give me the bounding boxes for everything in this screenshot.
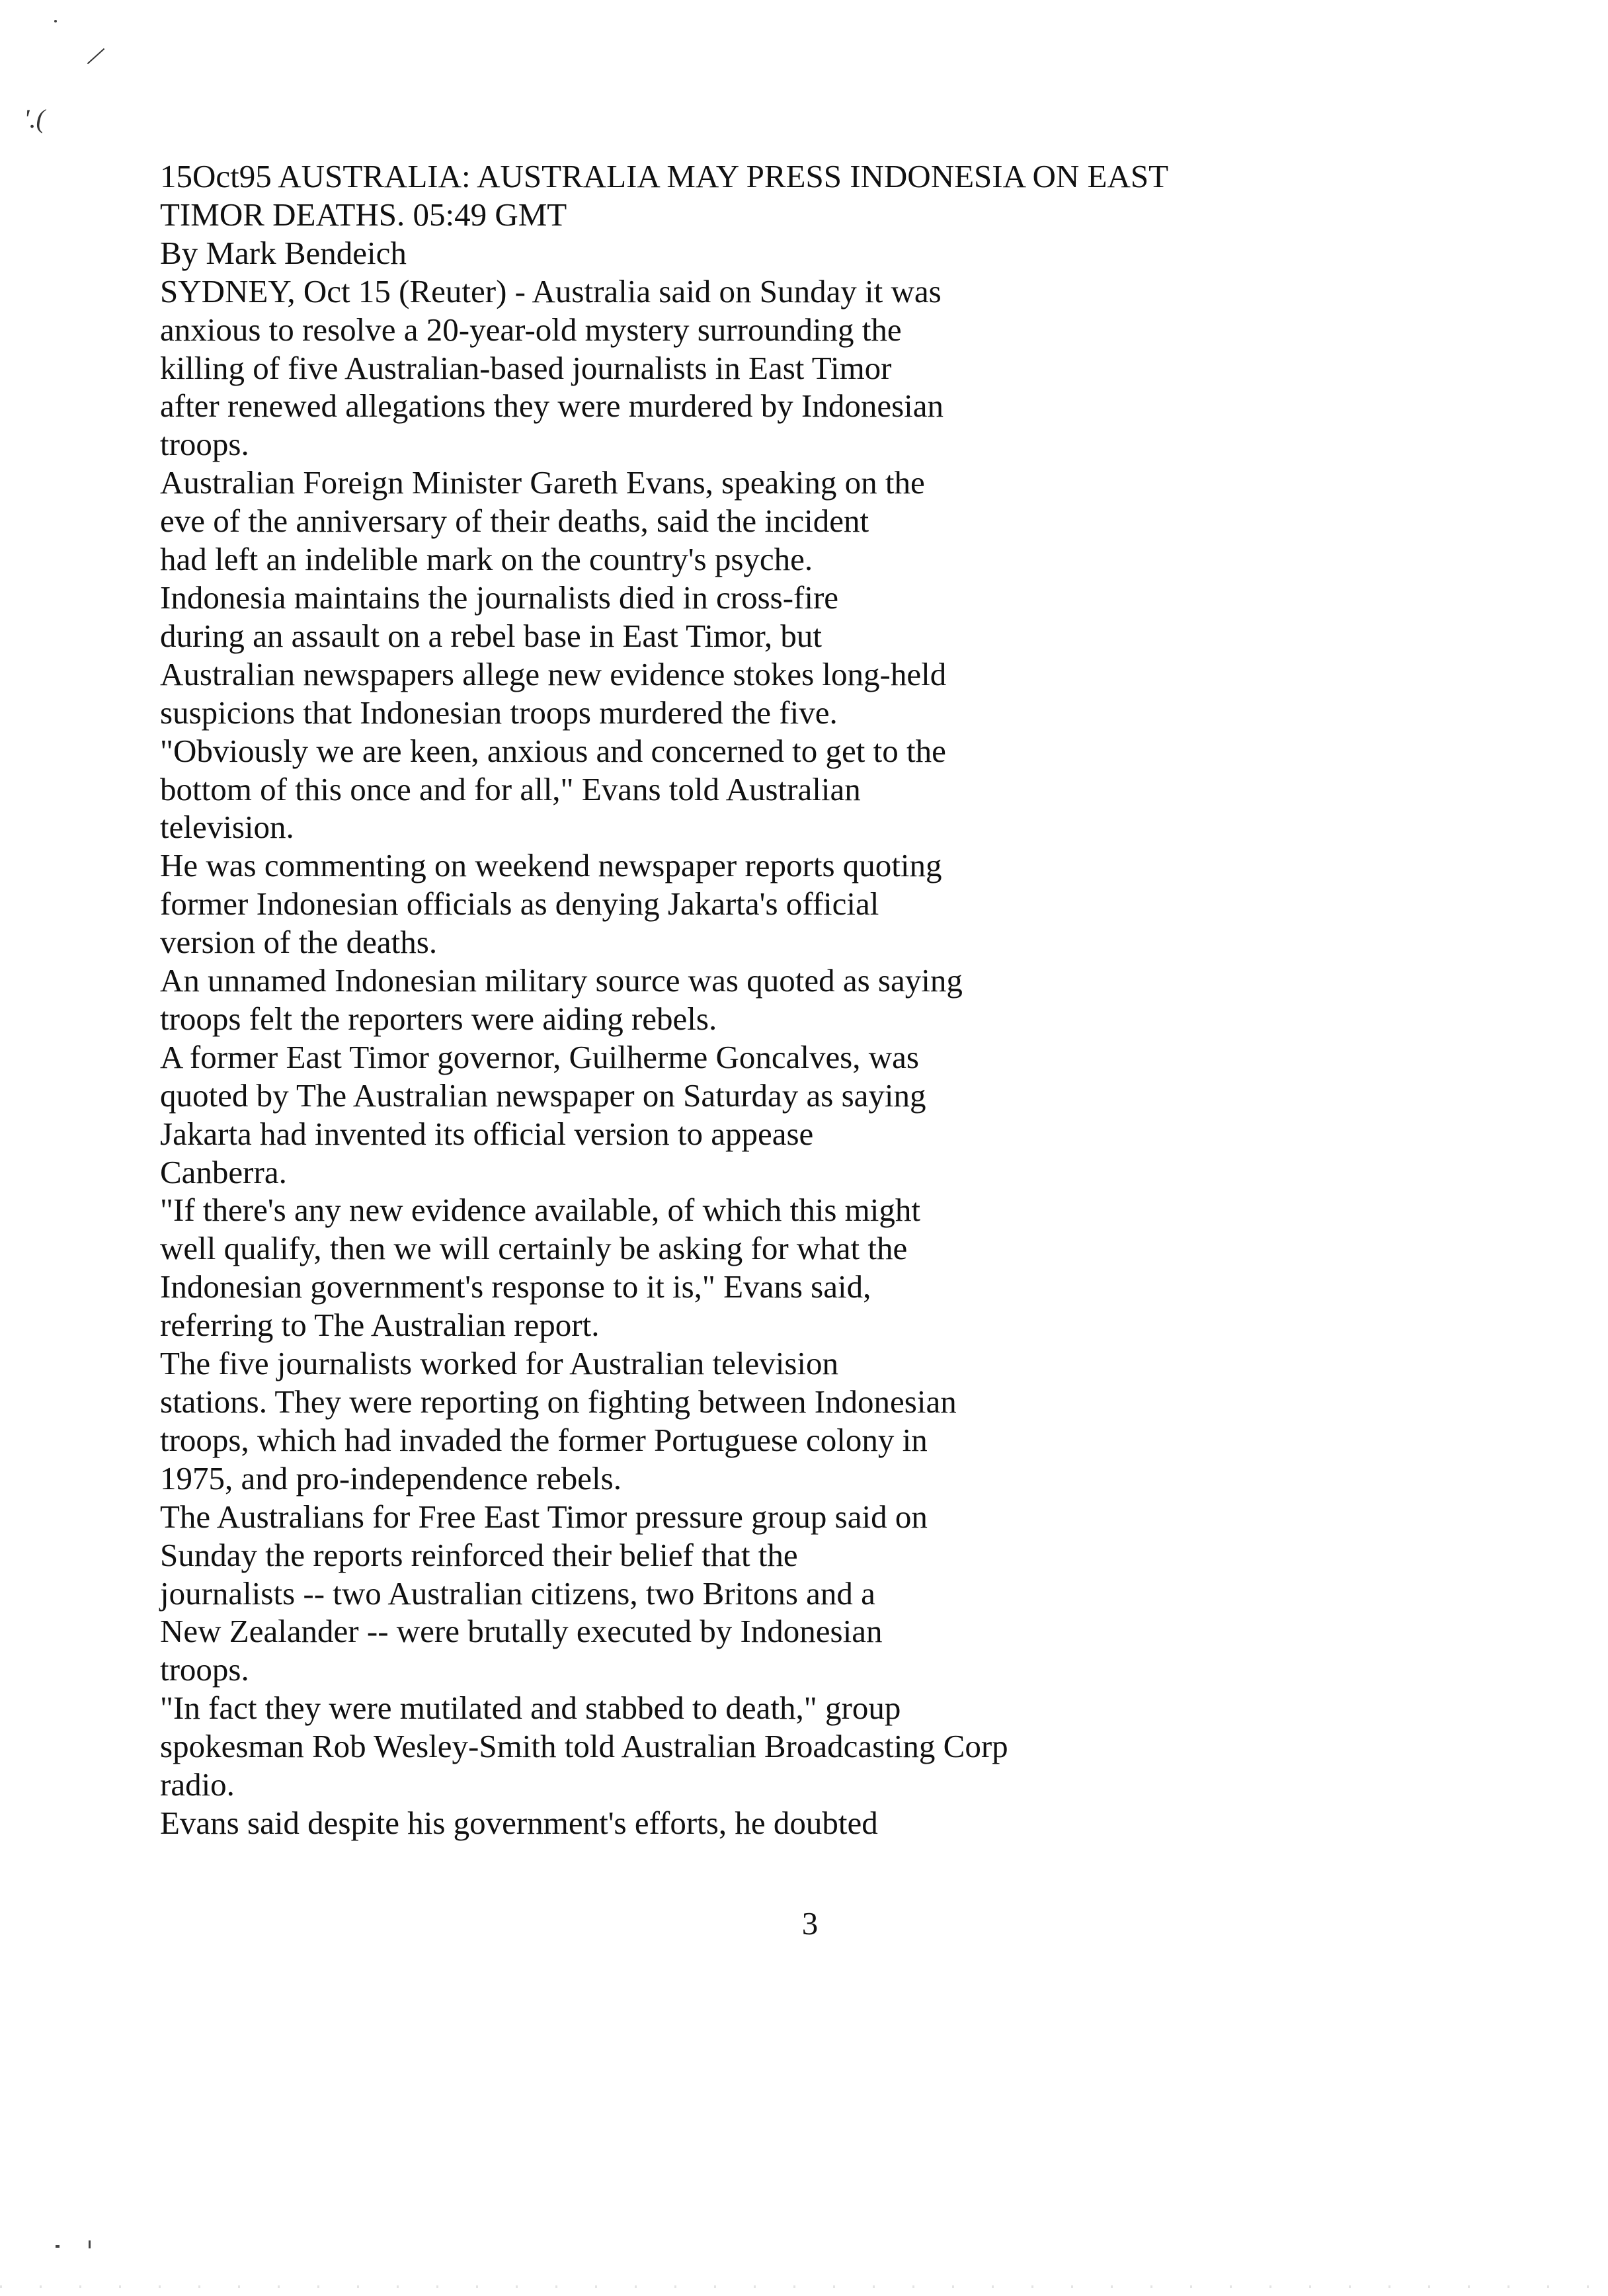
text-line: The five journalists worked for Australian television: [160, 1345, 839, 1382]
text-line: troops.: [160, 426, 249, 463]
text-line: quoted by The Australian newspaper on Saturday as saying: [160, 1077, 926, 1114]
text-line: SYDNEY, Oct 15 (Reuter) - Australia said on Sunday it was: [160, 272, 942, 309]
text-line: journalists -- two Australian citizens, two Britons and a: [160, 1575, 875, 1612]
text-line: An unnamed Indonesian military source was quoted as saying: [160, 962, 963, 999]
text-line: well qualify, then we will certainly be asking for what the: [160, 1230, 908, 1267]
scan-speck: [54, 20, 57, 22]
text-line: Jakarta had invented its official version to appease: [160, 1115, 814, 1152]
text-line: Australian newspapers allege new evidence stokes long-held: [160, 655, 947, 692]
byline: By Mark Bendeich: [160, 234, 407, 271]
article-body: [160, 157, 1416, 1842]
text-line: radio.: [160, 1766, 235, 1803]
text-line: troops.: [160, 1651, 249, 1688]
text-line: bottom of this once and for all," Evans told Australian: [160, 770, 861, 807]
scan-edge-noise: [0, 2285, 1608, 2288]
text-line: anxious to resolve a 20-year-old mystery surrounding the: [160, 311, 902, 348]
text-line: eve of the anniversary of their deaths, said the incident: [160, 503, 869, 540]
text-line: Indonesian government's response to it is," Evans said,: [160, 1268, 871, 1305]
text-line: 1975, and pro-independence rebels.: [160, 1459, 622, 1496]
text-line: had left an indelible mark on the country's psyche.: [160, 541, 813, 578]
text-line: "If there's any new evidence available, of which this might: [160, 1192, 920, 1229]
scan-speck: [89, 2240, 91, 2248]
text-line: television.: [160, 809, 294, 846]
scan-speck: [56, 2245, 60, 2248]
pen-mark: [87, 48, 105, 64]
text-line: referring to The Australian report.: [160, 1307, 600, 1344]
text-line: "In fact they were mutilated and stabbed to death," group: [160, 1690, 901, 1727]
text-line: during an assault on a rebel base in East Timor, but: [160, 617, 823, 654]
text-line: New Zealander -- were brutally executed by Indonesian: [160, 1613, 883, 1650]
text-line: spokesman Rob Wesley-Smith told Australian Broadcasting Corp: [160, 1728, 1008, 1765]
text-line: killing of five Australian-based journalists in East Timor: [160, 349, 892, 386]
text-line: after renewed allegations they were murdered by Indonesian: [160, 388, 944, 425]
text-line: A former East Timor governor, Guilherme Goncalves, was: [160, 1038, 919, 1075]
text-line: The Australians for Free East Timor pressure group said on: [160, 1498, 928, 1535]
headline-line-1: 15Oct95 AUSTRALIA: AUSTRALIA MAY PRESS INDONESIA ON EAST: [160, 158, 1169, 194]
text-line: version of the deaths.: [160, 924, 438, 961]
text-line: suspicions that Indonesian troops murdered the five.: [160, 694, 838, 731]
text-line: former Indonesian officials as denying Jakarta's official: [160, 885, 879, 922]
text-line: stations. They were reporting on fighting between Indonesian: [160, 1383, 957, 1420]
text-line: Evans said despite his government's efforts, he doubted: [160, 1804, 878, 1841]
text-line: He was commenting on weekend newspaper reports quoting: [160, 847, 942, 884]
text-line: troops, which had invaded the former Portuguese colony in: [160, 1421, 928, 1458]
text-line: "Obviously we are keen, anxious and concerned to get to the: [160, 732, 946, 769]
headline-line-2: TIMOR DEATHS. 05:49 GMT: [160, 196, 567, 233]
text-line: Indonesia maintains the journalists died in cross-fire: [160, 579, 839, 616]
text-line: Sunday the reports reinforced their belief that the: [160, 1536, 798, 1573]
text-line: Canberra.: [160, 1153, 287, 1190]
margin-mark: '.(: [24, 104, 45, 134]
text-line: troops felt the reporters were aiding rebels.: [160, 1000, 717, 1037]
page-number: 3: [801, 1905, 819, 1942]
text-line: Australian Foreign Minister Gareth Evans, speaking on the: [160, 464, 925, 501]
